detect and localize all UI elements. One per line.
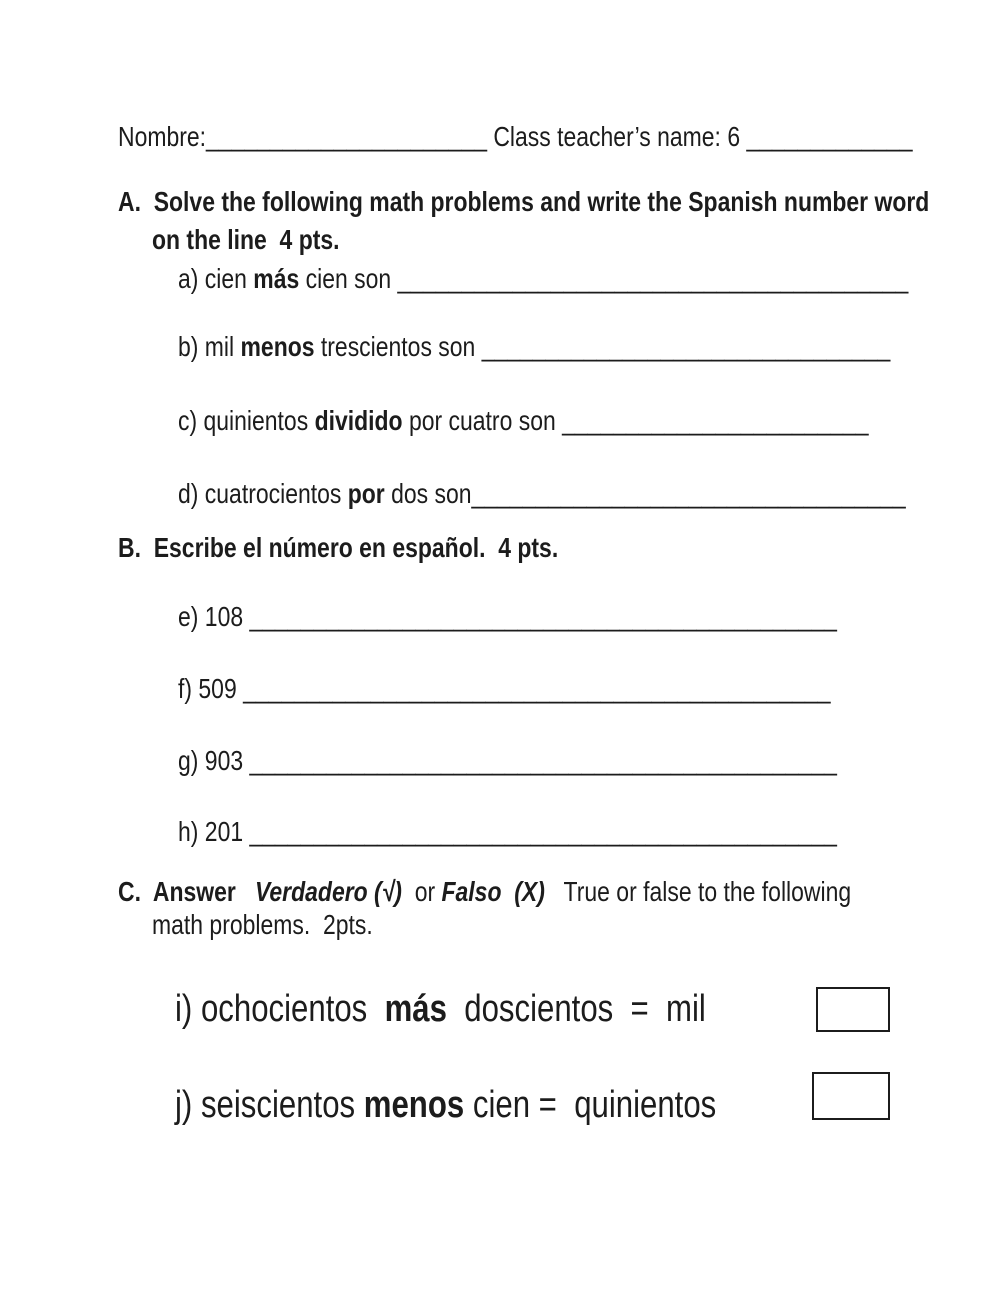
text-segment: menos	[363, 1084, 465, 1126]
text-segment: or	[401, 876, 442, 907]
text-segment: Nombre:	[118, 121, 207, 152]
true-false-box-j[interactable]	[812, 1072, 890, 1120]
text-segment: por	[347, 478, 385, 509]
text-segment: i) ochocientos	[175, 988, 385, 1030]
text-segment: a) cien	[178, 263, 254, 294]
text-segment: g) 903	[178, 745, 250, 776]
text-segment: dos son	[384, 478, 472, 509]
answer-blank-c[interactable]: ________________________	[562, 405, 869, 436]
text-segment: b) mil	[178, 331, 241, 362]
text-segment: más	[384, 988, 447, 1030]
text-segment: dividido	[314, 405, 403, 436]
text-segment: cien son	[299, 263, 398, 294]
text-segment: por cuatro son	[402, 405, 563, 436]
item-e	[178, 601, 837, 633]
item-f	[178, 673, 830, 705]
true-false-box-i[interactable]	[816, 987, 890, 1032]
teacher-name-blank[interactable]: _____________	[746, 121, 913, 152]
answer-blank-b[interactable]: ________________________________	[481, 331, 891, 362]
text-segment: f) 509	[178, 673, 244, 704]
section-c-heading-2	[152, 909, 373, 941]
section-b-heading	[118, 532, 558, 564]
section-a-heading-2	[152, 224, 340, 256]
item-d	[178, 478, 906, 510]
item-i	[175, 988, 706, 1032]
item-c	[178, 405, 869, 437]
item-j	[175, 1084, 716, 1128]
item-a	[178, 263, 908, 295]
text-segment: cien = quinientos	[464, 1084, 717, 1126]
answer-blank-a[interactable]: ________________________________________	[397, 263, 909, 294]
answer-blank-d[interactable]: __________________________________	[471, 478, 906, 509]
text-segment: A. Solve the following math problems and write the Spanish number word	[118, 186, 930, 217]
section-c-heading-1	[118, 876, 851, 908]
text-segment: Falso (X)	[441, 876, 545, 907]
text-segment: trescientos son	[314, 331, 482, 362]
text-segment: menos	[240, 331, 315, 362]
text-segment: True or false to the following	[544, 876, 852, 907]
answer-blank-h[interactable]: ______________________________________________	[249, 816, 837, 847]
text-segment: C. Answer	[118, 876, 255, 907]
text-segment: d) cuatrocientos	[178, 478, 348, 509]
text-segment: B. Escribe el número en español. 4 pts.	[118, 532, 559, 563]
text-segment: c) quinientos	[178, 405, 315, 436]
student-name-blank[interactable]: ______________________	[206, 121, 487, 152]
item-h	[178, 816, 837, 848]
text-segment: h) 201	[178, 816, 250, 847]
text-segment: on the line 4 pts.	[152, 224, 340, 255]
text-segment: j) seiscientos	[175, 1084, 364, 1126]
item-b	[178, 331, 890, 363]
text-segment: Class teacher’s name: 6	[486, 121, 747, 152]
text-segment: Verdadero (√)	[254, 876, 402, 907]
answer-blank-g[interactable]: ______________________________________________	[249, 745, 837, 776]
text-segment: e) 108	[178, 601, 250, 632]
section-a-heading-1	[118, 186, 929, 218]
text-segment: doscientos = mil	[446, 988, 706, 1030]
item-g	[178, 745, 837, 777]
answer-blank-e[interactable]: ______________________________________________	[249, 601, 837, 632]
name-line	[118, 121, 912, 153]
text-segment: math problems. 2pts.	[152, 909, 373, 940]
text-segment: más	[253, 263, 300, 294]
answer-blank-f[interactable]: ______________________________________________	[243, 673, 831, 704]
